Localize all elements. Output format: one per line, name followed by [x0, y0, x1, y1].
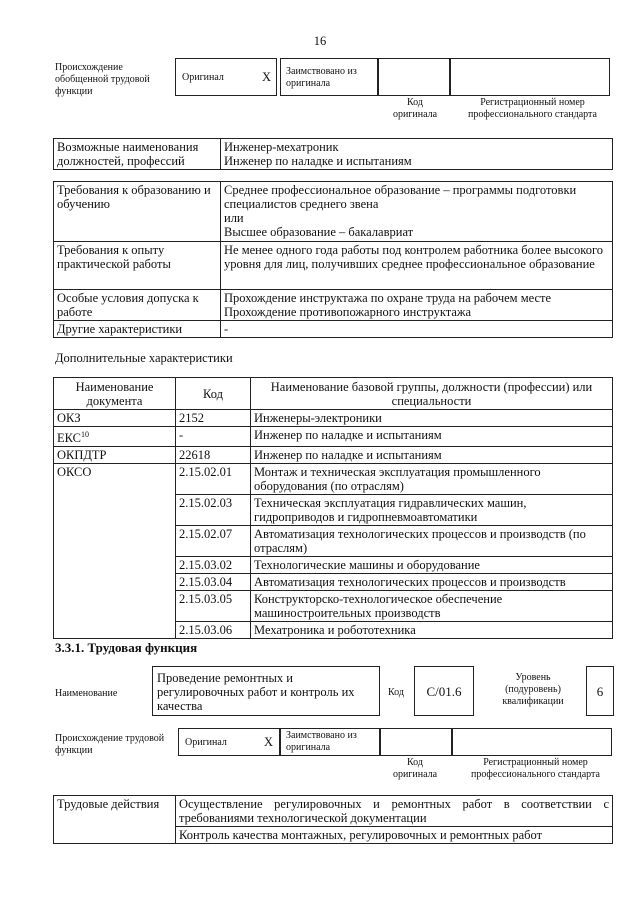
- req-value: [221, 290, 613, 321]
- requirements-table: [53, 181, 613, 338]
- origin-label: Происхождение обобщенной трудовой функции: [55, 62, 150, 97]
- positions-table: [53, 138, 613, 170]
- row-name: Мехатроника и робототехника: [251, 622, 613, 639]
- req-value: -: [221, 321, 613, 338]
- function-code-value: С/01.6: [426, 684, 462, 699]
- reg-number-box: [450, 58, 610, 96]
- original2-mark: X: [264, 735, 274, 749]
- req-value: [221, 182, 613, 242]
- reg-number-caption: Регистрационный номер профессионального стандарта: [468, 97, 597, 120]
- row-code: 2.15.03.02: [176, 557, 251, 574]
- row-code: 2152: [176, 410, 251, 427]
- additional-table: [53, 377, 613, 639]
- req-label: Требования к образованию и обучению: [54, 182, 221, 242]
- row-name: Инженер по наладке и испытаниям: [251, 427, 613, 447]
- req-line: Прохождение инструктажа по охране труда на рабочем месте: [224, 291, 552, 305]
- row-doc: [54, 427, 176, 447]
- page-number: 16: [313, 34, 327, 48]
- footnote-ref: 10: [81, 430, 89, 439]
- level-label: Уровень (подуровень) квалификации: [502, 672, 564, 707]
- row-code: 2.15.02.07: [176, 526, 251, 557]
- function-heading: 3.3.1. Трудовая функция: [55, 640, 198, 655]
- row-doc: ОКПДТР: [54, 447, 176, 464]
- row-name: Инженер по наладке и испытаниям: [251, 447, 613, 464]
- reg2-number-box: [452, 728, 612, 756]
- row-name: Монтаж и техническая эксплуатация промышленного оборудования (по отраслям): [251, 464, 613, 495]
- additional-title: Дополнительные характеристики: [55, 351, 233, 365]
- row-code: 2.15.03.04: [176, 574, 251, 591]
- row-doc: ОКЗ: [54, 410, 176, 427]
- row-doc: ОКСО: [54, 464, 176, 639]
- original-label: Оригинал: [182, 72, 224, 83]
- req-label: Требования к опыту практической работы: [54, 242, 221, 290]
- action-item: Осуществление регулировочных и ремонтных работ в соответствии с требованиями технологической документации: [176, 796, 613, 827]
- function-name-value: Проведение ремонтных и регулировочных работ и контроль их качества: [157, 671, 355, 713]
- header-code: Код: [176, 378, 251, 410]
- row-name: Автоматизация технологических процессов и производств (по отраслям): [251, 526, 613, 557]
- borrowed2-label: Заимствовано из оригинала: [286, 730, 357, 753]
- actions-table: [53, 795, 613, 844]
- header-doc: Наименование документа: [54, 378, 176, 410]
- row-code: 2.15.03.06: [176, 622, 251, 639]
- origin2-label: Происхождение трудовой функции: [55, 733, 165, 756]
- original-mark: X: [262, 70, 272, 84]
- function-name-label: Наименование: [55, 688, 118, 699]
- req-line: Прохождение противопожарного инструктажа: [224, 305, 472, 319]
- row-code: -: [176, 427, 251, 447]
- row-code: 2.15.02.03: [176, 495, 251, 526]
- row-name: Технологические машины и оборудование: [251, 557, 613, 574]
- ekc-label: ЕКС: [57, 431, 81, 446]
- function-code-label: Код: [388, 687, 404, 698]
- borrowed-label: Заимствовано из оригинала: [286, 66, 357, 89]
- original2-label: Оригинал: [185, 737, 227, 748]
- req-line: Высшее образование – бакалавриат: [224, 225, 414, 239]
- action-item: Контроль качества монтажных, регулировочных и ремонтных работ: [176, 827, 613, 844]
- original-code-caption: Код оригинала: [392, 97, 438, 120]
- row-name: Инженеры-электроники: [251, 410, 613, 427]
- req-line: Среднее профессиональное образование – программы подготовки специалистов среднего звена: [224, 183, 577, 211]
- header-name: Наименование базовой группы, должности (профессии) или специальности: [251, 378, 613, 410]
- original2-code-box: [380, 728, 452, 756]
- row-name: Автоматизация технологических процессов и производств: [251, 574, 613, 591]
- row-name: Конструкторско-технологическое обеспечение машиностроительных производств: [251, 591, 613, 622]
- row-name: Техническая эксплуатация гидравлических машин, гидроприводов и гидропневмоавтоматики: [251, 495, 613, 526]
- req-value: Не менее одного года работы под контролем работника более высокого уровня для лиц, получивших среднее профессиональное образование: [221, 242, 613, 290]
- level-value: 6: [596, 684, 604, 699]
- original2-code-caption: Код оригинала: [392, 757, 438, 780]
- row-code: 2.15.02.01: [176, 464, 251, 495]
- position-item: Инженер-мехатроник: [224, 140, 339, 154]
- actions-label: Трудовые действия: [54, 796, 176, 844]
- row-code: 22618: [176, 447, 251, 464]
- positions-values: [221, 139, 613, 170]
- req-line: или: [224, 211, 244, 225]
- original-code-box: [378, 58, 450, 96]
- position-item: Инженер по наладке и испытаниям: [224, 154, 412, 168]
- positions-label: Возможные наименования должностей, профессий: [54, 139, 221, 170]
- req-label: Другие характеристики: [54, 321, 221, 338]
- row-code: 2.15.03.05: [176, 591, 251, 622]
- req-label: Особые условия допуска к работе: [54, 290, 221, 321]
- reg2-number-caption: Регистрационный номер профессионального стандарта: [471, 757, 600, 780]
